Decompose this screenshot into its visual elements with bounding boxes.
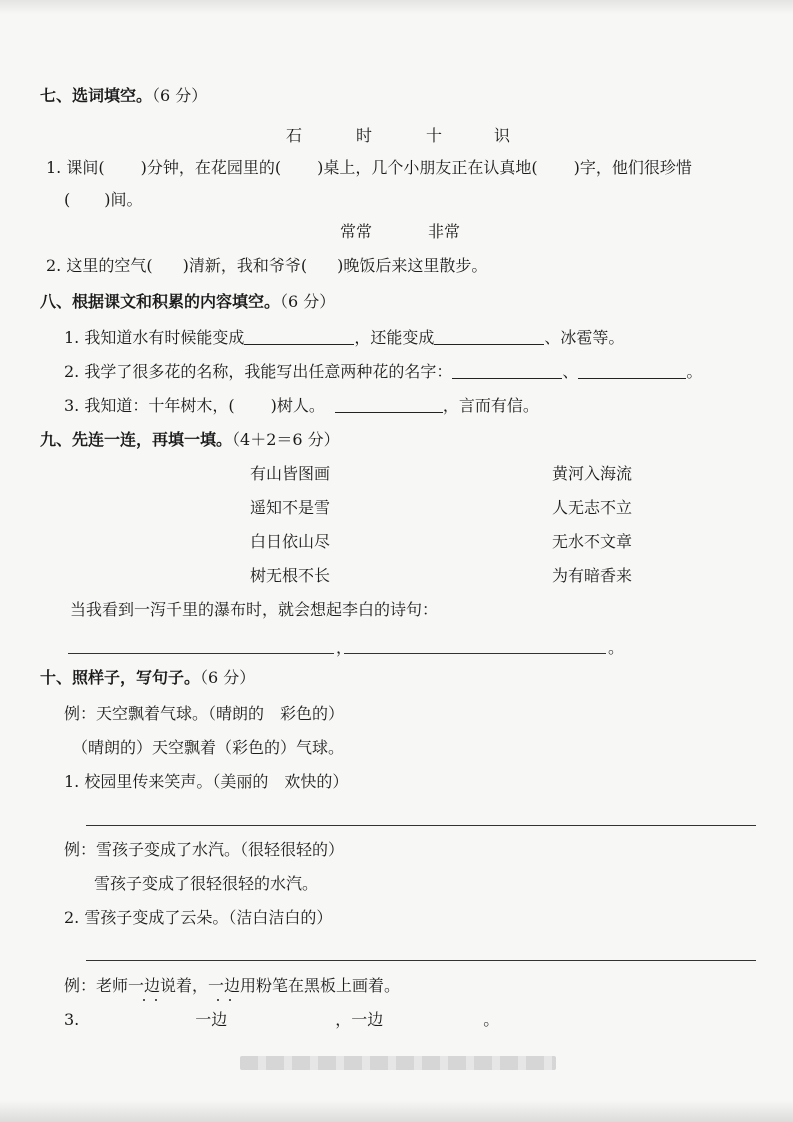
sec8-q2-part-c: 。	[686, 362, 703, 381]
section-9-title: 九、先连一连，再填一填。	[40, 430, 233, 449]
sec8-q1-blank-2[interactable]	[434, 328, 544, 345]
sec10-example-2-answer: 雪孩子变成了很轻很轻的水汽。	[94, 874, 319, 893]
blurred-footer	[240, 1056, 556, 1070]
sec7-q2: 2. 这里的空气( )清新，我和爷爷( )晚饭后来这里散步。	[46, 256, 488, 275]
sec8-q2-part-b: 、	[562, 362, 579, 381]
sec7-q1-part-e: 间。	[110, 190, 143, 209]
sec7-q1-part-c: 桌上，几个小朋友正在认真地	[323, 158, 532, 177]
char-option-2: 时	[356, 126, 373, 145]
sec9-prompt: 当我看到一泻千里的瀑布时，就会想起李白的诗句：	[70, 600, 439, 619]
sec7-q1-part-d: 字，他们很珍惜	[579, 158, 692, 177]
sec9-answer-line-2[interactable]	[344, 653, 606, 654]
sec8-q2-part-a: 2. 我学了很多花的名称，我能写出任意两种花的名字：	[64, 362, 453, 381]
section-10-score: （6 分）	[200, 668, 256, 687]
sec7-q2-part-b: 清新，我和爷爷	[188, 256, 301, 275]
sec8-q3-part-c: ，言而有信。	[442, 396, 539, 415]
sec8-q3-part-a: 3. 我知道：十年树木，	[64, 396, 229, 415]
char-option-1: 石	[286, 126, 303, 145]
section-8-score: （6 分）	[280, 292, 336, 311]
scan-top-edge	[0, 0, 793, 14]
poem-left-1[interactable]: 有山皆图画	[250, 464, 331, 483]
sec8-q1-part-c: 、冰雹等。	[544, 328, 625, 347]
section-9-heading	[40, 430, 340, 450]
poem-right-4[interactable]: 为有暗香来	[552, 566, 633, 585]
sec8-q1-blank-1[interactable]	[244, 328, 354, 345]
sec8-q3-part-b: 树人。	[276, 396, 325, 415]
sec8-q3: 3. 我知道：十年树木，( )树人。 ，言而有信。	[64, 396, 539, 415]
sec10-q1-answer-line[interactable]	[86, 825, 756, 826]
sec10-example-2-question: 例：雪孩子变成了水汽。（很轻很轻的）	[64, 840, 345, 859]
section-10-title: 十、照样子，写句子。	[40, 668, 201, 687]
sec9-period: 。	[608, 638, 625, 657]
char-option-4: 识	[494, 126, 511, 145]
section-8-heading	[40, 292, 335, 312]
sec7-q2-part-a: 2. 这里的空气	[46, 256, 147, 275]
scan-bottom-edge	[0, 1100, 793, 1122]
section-10-heading	[40, 668, 255, 688]
sec7-q1-part-a: 1. 课间	[46, 158, 99, 177]
poem-right-1[interactable]: 黄河入海流	[552, 464, 633, 483]
sec10-q3	[64, 1010, 499, 1030]
sec9-comma: ，	[336, 638, 353, 657]
sec7-q1-line1: 1. 课间( )分钟，在花园里的( )桌上，几个小朋友正在认真地( )字，他们很珍惜	[46, 158, 692, 177]
sec7-q2-part-c: 晚饭后来这里散步。	[343, 256, 488, 275]
sec8-q1	[64, 328, 624, 348]
sec8-q2	[64, 362, 702, 382]
poem-left-2[interactable]: 遥知不是雪	[250, 498, 331, 517]
sec8-q3-blank-2[interactable]	[335, 396, 443, 413]
sec10-q2-answer-line[interactable]	[86, 960, 756, 961]
emphasis-dots	[138, 994, 236, 1004]
sec9-answer-line-1[interactable]	[68, 653, 334, 654]
sec7-q1-part-b: 分钟，在花园里的	[146, 158, 275, 177]
section-7-heading	[40, 86, 207, 106]
section-9-score: （4＋2＝6 分）	[232, 430, 340, 449]
word-option-2: 非常	[428, 222, 461, 241]
poem-right-2[interactable]: 人无志不立	[552, 498, 633, 517]
sec10-q2: 2. 雪孩子变成了云朵。（洁白洁白的）	[64, 908, 333, 927]
poem-left-4[interactable]: 树无根不长	[250, 566, 331, 585]
sec8-q2-blank-1[interactable]	[452, 362, 562, 379]
word-option-1: 常常	[340, 222, 373, 241]
sec10-q3-part-b: ，一边	[335, 1010, 384, 1029]
sec8-q1-part-a: 1. 我知道水有时候能变成	[64, 328, 245, 347]
sec10-q3-part-a: 一边	[195, 1010, 228, 1029]
section-7-score: （6 分）	[152, 86, 208, 105]
sec10-example-1-question: 例：天空飘着气球。（晴朗的 彩色的）	[64, 704, 345, 723]
sec8-q2-blank-2[interactable]	[578, 362, 686, 379]
sec10-example-1-answer: （晴朗的）天空飘着（彩色的）气球。	[72, 738, 345, 757]
sec10-q1: 1. 校园里传来笑声。（美丽的 欢快的）	[64, 772, 349, 791]
sec7-q1-line2: ( )间。	[64, 190, 143, 209]
sec10-example-3: 例：老师一边说着，一边用粉笔在黑板上画着。	[64, 976, 401, 995]
poem-right-3[interactable]: 无水不文章	[552, 532, 633, 551]
section-7-title: 七、选词填空。	[40, 86, 153, 105]
poem-left-3[interactable]: 白日依山尽	[250, 532, 331, 551]
char-option-3: 十	[426, 126, 443, 145]
sec8-q1-part-b: ，还能变成	[354, 328, 435, 347]
sec10-q3-part-c: 。	[483, 1010, 500, 1029]
section-8-title: 八、根据课文和积累的内容填空。	[40, 292, 281, 311]
sec10-q3-number: 3.	[64, 1010, 80, 1029]
